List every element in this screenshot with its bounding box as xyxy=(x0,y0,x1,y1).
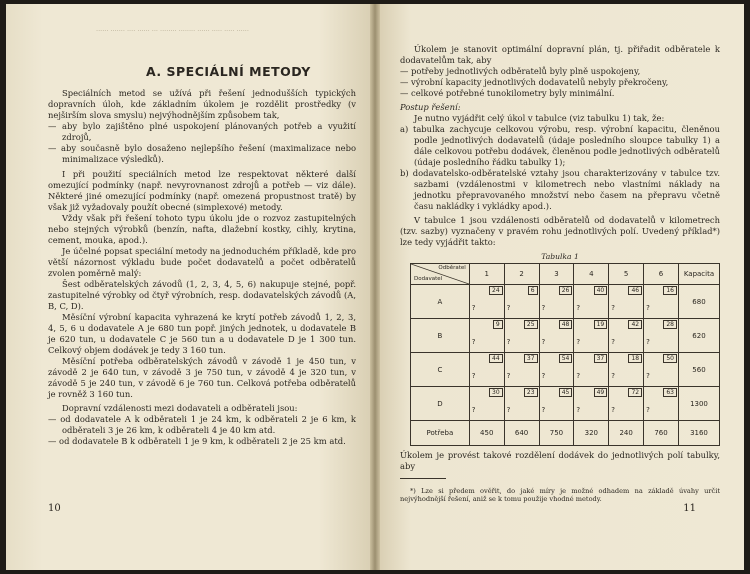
distance-rate: 25 xyxy=(524,320,538,329)
table-cell xyxy=(644,285,679,319)
corner-cell xyxy=(411,264,470,285)
corner-bottom-label: Dodavatel xyxy=(414,276,443,282)
distance-rate: 40 xyxy=(594,286,608,295)
list-item: — od dodavatele B k odběrateli 1 je 9 km, k odběrateli 2 je 25 km atd. xyxy=(48,436,346,446)
distance-rate: 23 xyxy=(524,388,538,397)
supplier-label: B xyxy=(411,319,470,353)
unknown-quantity: ? xyxy=(541,304,546,312)
unknown-quantity: ? xyxy=(611,372,615,380)
corner-top-label: Odběratel xyxy=(438,265,466,271)
unknown-quantity: ? xyxy=(611,304,615,312)
list-item: — od dodavatele A k odběrateli 1 je 24 km, k odběrateli 2 je 6 km, k odběrateli 3 je 26 km, k odběrateli 4 je 40 km atd. xyxy=(48,414,356,435)
distance-rate: 30 xyxy=(489,388,503,397)
left-page xyxy=(6,4,374,570)
table-cell xyxy=(644,387,679,421)
table-cell xyxy=(574,285,609,319)
table-cell xyxy=(539,353,574,387)
distance-rate: 50 xyxy=(663,354,677,363)
unknown-quantity: ? xyxy=(646,304,650,312)
footnote-rule xyxy=(400,478,446,479)
demand-value: 750 xyxy=(539,421,574,446)
column-header: 6 xyxy=(644,264,679,285)
capacity-value: 620 xyxy=(678,319,719,353)
distance-rate: 26 xyxy=(559,286,573,295)
distance-rate: 42 xyxy=(628,320,642,329)
distance-rate: 46 xyxy=(628,286,642,295)
distance-rate: 54 xyxy=(559,354,573,363)
list-item: — výrobní kapacity jednotlivých dodavatelů nebyly překročeny, xyxy=(400,77,669,87)
supplier-label: D xyxy=(411,387,470,421)
unknown-quantity: ? xyxy=(611,406,615,414)
table-cell xyxy=(609,319,644,353)
paragraph: I při použití speciálních metod lze respektovat některé další omezující podmínky (např. nevyrovnanost zdrojů a potřeb — viz dále). Některé jiné omezující podmínky (např. omezená propustnost tratě) by však již vyžadovaly použít obecné (simplexové) metody. xyxy=(48,169,356,212)
unknown-quantity: ? xyxy=(646,372,650,380)
table-row xyxy=(411,285,720,319)
capacity-value: 680 xyxy=(678,285,719,319)
table-cell xyxy=(609,387,644,421)
capacity-value: 560 xyxy=(678,353,719,387)
list-item: a) tabulka zachycuje celkovou výrobu, resp. výrobní kapacitu, členěnou podle jednotlivých dodavatelů (údaje posledního sloupce tabulky 1) a dále celkovou potřebu dodávek, členěnou podle jednotlivých odběratelů (údaje posledního řádku tabulky 1); xyxy=(400,124,720,167)
table-cell xyxy=(574,387,609,421)
unknown-quantity: ? xyxy=(576,338,581,346)
book-gutter xyxy=(370,4,380,570)
demand-value: 450 xyxy=(469,421,504,446)
right-page xyxy=(374,4,744,570)
bleed-through-text: ...... ....... .... ...... ... ........ ........ ...... ..... ..... ...... xyxy=(96,25,249,33)
unknown-quantity: ? xyxy=(506,338,511,346)
unknown-quantity: ? xyxy=(646,406,650,414)
table-cell xyxy=(469,353,504,387)
table-cell xyxy=(504,387,539,421)
unknown-quantity: ? xyxy=(471,372,476,380)
distance-rate: 28 xyxy=(663,320,677,329)
table-cell xyxy=(539,285,574,319)
unknown-quantity: ? xyxy=(576,304,581,312)
distance-rate: 18 xyxy=(628,354,642,363)
unknown-quantity: ? xyxy=(541,406,546,414)
distance-rate: 44 xyxy=(489,354,503,363)
distance-rate: 48 xyxy=(559,320,573,329)
page-number: 11 xyxy=(683,503,696,514)
column-header: 3 xyxy=(539,264,574,285)
postup-label: Postup řešení: xyxy=(400,102,461,112)
demand-value: 320 xyxy=(574,421,609,446)
unknown-quantity: ? xyxy=(576,372,581,380)
capacity-header: Kapacita xyxy=(678,264,719,285)
column-header: 5 xyxy=(609,264,644,285)
table-cell xyxy=(504,285,539,319)
table-header-row xyxy=(411,264,720,285)
distance-rate: 24 xyxy=(489,286,503,295)
table-cell xyxy=(644,353,679,387)
column-header: 4 xyxy=(574,264,609,285)
unknown-quantity: ? xyxy=(541,338,546,346)
table-cell xyxy=(469,319,504,353)
table-cell xyxy=(609,285,644,319)
column-header: 2 xyxy=(504,264,539,285)
list-item: — celkové potřebné tunokilometry byly minimální. xyxy=(400,88,615,98)
paragraph: Měsíční potřeba odběratelských závodů v závodě 1 je 450 tun, v závodě 2 je 640 tun, v závodě 3 je 750 tun, v závodě 4 je 320 tun, v závodě 5 je 240 tun, v závodě 6 je 760 tun. Celková potřeba odběratelů je rovněž 3 160 tun. xyxy=(48,356,356,399)
distance-rate: 45 xyxy=(559,388,573,397)
paragraph: Úkolem je stanovit optimální dopravní plán, tj. přiřadit odběratele k dodavatelům tak, aby xyxy=(400,44,720,65)
table-cell xyxy=(644,319,679,353)
table-cell xyxy=(504,353,539,387)
table-cell xyxy=(539,387,574,421)
unknown-quantity: ? xyxy=(506,304,511,312)
paragraph: V tabulce 1 jsou vzdálenosti odběratelů od dodavatelů v kilometrech (tzv. sazby) vyznačeny v pravém rohu jednotlivých polí. Uvedený příklad*) lze tedy vyjádřit takto: xyxy=(400,215,720,247)
table-row xyxy=(411,387,720,421)
distance-rate: 16 xyxy=(663,286,677,295)
paragraph: Úkolem je provést takové rozdělení dodávek do jednotlivých polí tabulky, aby xyxy=(400,450,720,471)
distance-rate: 19 xyxy=(594,320,608,329)
table-row xyxy=(411,353,720,387)
list-item: b) dodavatelsko-odběratelské vztahy jsou charakterizovány v tabulce tzv. sazbami (vzdálenostmi v kilometrech nebo vlastními náklady na jednotku přepravovaného množství nebo časem na přepravu včetně času nakládky i vykládky apod.). xyxy=(400,168,720,211)
list-item: — potřeby jednotlivých odběratelů byly plně uspokojeny, xyxy=(400,66,641,76)
table-cell xyxy=(539,319,574,353)
supplier-label: A xyxy=(411,285,470,319)
table-cell xyxy=(469,285,504,319)
capacity-value: 1300 xyxy=(678,387,719,421)
paragraph: Speciálních metod se užívá při řešení jednodušších typických dopravních úloh, kde základním úkolem je rozdělit prostředky (v nejširším slova smyslu) nejvýhodnějším způsobem tak, xyxy=(48,88,356,120)
unknown-quantity: ? xyxy=(541,372,546,380)
table-cell xyxy=(574,319,609,353)
unknown-quantity: ? xyxy=(646,338,650,346)
table-caption: Tabulka 1 xyxy=(541,252,579,261)
unknown-quantity: ? xyxy=(471,338,476,346)
paragraph: Je nutno vyjádřit celý úkol v tabulce (viz tabulku 1) tak, že: xyxy=(414,113,665,123)
demand-value: 640 xyxy=(504,421,539,446)
paragraph: Vždy však při řešení tohoto typu úkolu jde o rozvoz zastupitelných nebo stejných výrobků (benzín, nafta, dlažební kostky, cihly, krytina, cement, mouka, apod.). xyxy=(48,213,356,245)
footnote: *) Lze si předem ověřit, do jaké míry je možné odhadem na základě úvahy určit nejvýhodnější řešení, aniž se k tomu použije vhodné metody. xyxy=(400,487,720,503)
column-header: 1 xyxy=(469,264,504,285)
demand-value: 240 xyxy=(609,421,644,446)
totals-label: Potřeba xyxy=(411,421,470,446)
unknown-quantity: ? xyxy=(506,372,511,380)
list-item: — aby současně bylo dosaženo nejlepšího řešení (maximalizace nebo minimalizace výsledků). xyxy=(48,143,356,164)
paragraph: Šest odběratelských závodů (1, 2, 3, 4, 5, 6) nakupuje stejné, popř. zastupitelné výrobky od čtyř výrobních, resp. dodavatelských závodů (A, B, C, D). xyxy=(48,279,356,311)
distance-rate: 49 xyxy=(594,388,608,397)
distance-rate: 37 xyxy=(524,354,538,363)
list-item: — aby bylo zajištěno plné uspokojení plánovaných potřeb a využití zdrojů, xyxy=(48,121,356,142)
unknown-quantity: ? xyxy=(576,406,581,414)
section-heading: A. SPECIÁLNÍ METODY xyxy=(146,64,311,79)
distance-table xyxy=(410,263,720,446)
distance-rate: 37 xyxy=(594,354,608,363)
table-cell xyxy=(574,353,609,387)
supplier-label: C xyxy=(411,353,470,387)
distance-rate: 6 xyxy=(528,286,538,295)
demand-value: 760 xyxy=(644,421,679,446)
grand-total: 3160 xyxy=(678,421,719,446)
table-cell xyxy=(504,319,539,353)
totals-row xyxy=(411,421,720,446)
unknown-quantity: ? xyxy=(471,406,476,414)
distance-rate: 72 xyxy=(628,388,642,397)
unknown-quantity: ? xyxy=(611,338,615,346)
page-number: 10 xyxy=(48,503,61,514)
paragraph: Je účelné popsat speciální metody na jednoduchém příkladě, kde pro větší názornost výkladu bude počet dodavatelů a počet odběratelů zvolen poměrně malý: xyxy=(48,246,356,278)
unknown-quantity: ? xyxy=(506,406,511,414)
table-row xyxy=(411,319,720,353)
book-spread xyxy=(6,4,744,570)
table-cell xyxy=(469,387,504,421)
paragraph: Měsíční výrobní kapacita vyhrazená ke krytí potřeb závodů 1, 2, 3, 4, 5, 6 u dodavatele A je 680 tun popř. jiných jednotek, u dodavatele B je 620 tun, u dodavatele C je 560 tun a u dodavatele D je 1 300 tun. Celkový objem dodávek je tedy 3 160 tun. xyxy=(48,312,356,355)
table-cell xyxy=(609,353,644,387)
paragraph: Dopravní vzdálenosti mezi dodavateli a odběrateli jsou: xyxy=(62,403,298,413)
distance-rate: 9 xyxy=(493,320,503,329)
unknown-quantity: ? xyxy=(471,304,476,312)
distance-rate: 63 xyxy=(663,388,677,397)
